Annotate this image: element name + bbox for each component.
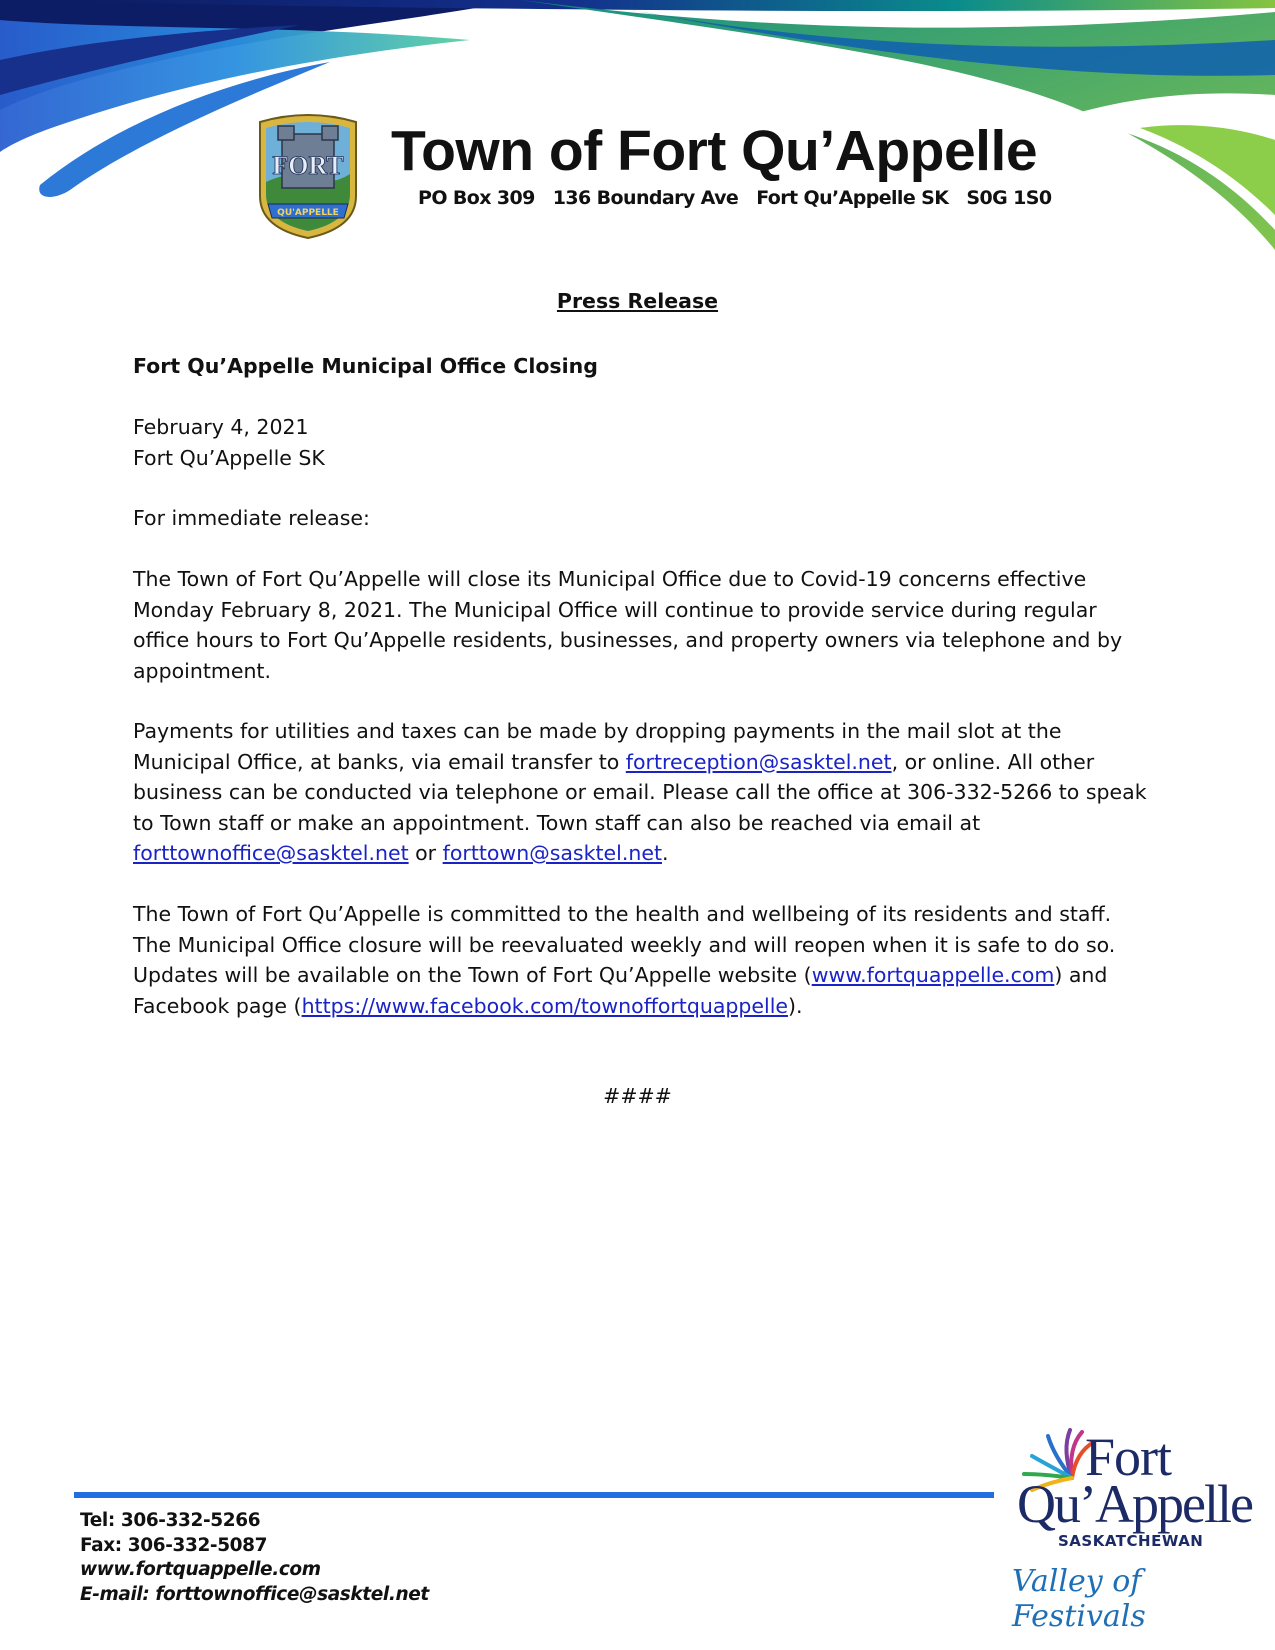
brand-logo-quappelle: Qu’Appelle (1017, 1474, 1252, 1534)
email-link-fortreception[interactable]: fortreception@sasktel.net (625, 749, 892, 774)
seal-fort-text: FORT (272, 151, 344, 180)
paragraph-commitment (133, 899, 1153, 1021)
text: ). (788, 993, 803, 1018)
footer-divider (74, 1492, 994, 1498)
dateline (133, 412, 325, 473)
paragraph-payments (133, 716, 1153, 869)
footer-email: E-mail: forttownoffice@sasktel.net (80, 1583, 429, 1605)
website-link[interactable]: www.fortquappelle.com (811, 963, 1055, 987)
end-mark: #### (603, 1084, 672, 1108)
release-date: February 4, 2021 (133, 415, 309, 439)
paragraph-closure: The Town of Fort Qu’Appelle will close its Municipal Office due to Covid-19 concerns effective Monday February 8, 2021. The Municipal Office will continue to provide service during regular office hours to Fort Qu’Appelle residents, businesses, and property owners via telephone and by appointment. (133, 567, 1123, 683)
text: ) and Facebook page ( (133, 963, 1108, 1018)
footer-contact (80, 1509, 429, 1607)
seal-quappelle-text: QU'APPELLE (277, 208, 339, 218)
town-address: PO Box 309 136 Boundary Ave Fort Qu’Appelle SK S0G 1S0 (418, 187, 1052, 209)
email-link-forttownoffice[interactable]: forttownoffice@sasktel.net (133, 841, 409, 865)
town-seal-logo (252, 112, 364, 240)
footer-tel: Tel: 306-332-5266 (80, 1510, 261, 1531)
footer-website: www.fortquappelle.com (80, 1559, 321, 1580)
release-location: Fort Qu’Appelle SK (133, 445, 325, 470)
brand-logo-fort: Fort (1085, 1427, 1172, 1487)
immediate-release-note: For immediate release: (133, 506, 370, 530)
email-link-forttown[interactable]: forttown@sasktel.net (442, 841, 662, 865)
town-title: Town of Fort Qu’Appelle (391, 119, 1038, 183)
text: , or online. All other business can be conducted via telephone or email. Please call the office at 306-332-5266 to speak to Town staff or make an appointment. Town staff can also be reached via email at (133, 749, 1147, 835)
facebook-link[interactable]: https://www.facebook.com/townoffortquappelle (301, 993, 789, 1018)
brand-logo-tagline: Valley of Festivals (1012, 1564, 1146, 1634)
headline: Fort Qu’Appelle Municipal Office Closing (133, 354, 598, 378)
text: or (408, 841, 443, 865)
footer-fax: Fax: 306-332-5087 (80, 1534, 268, 1556)
text: Payments for utilities and taxes can be made by dropping payments in the mail slot at the Municipal Office, at banks, via email transfer to (133, 719, 1062, 774)
brand-logo-region: SASKATCHEWAN (1058, 1532, 1204, 1550)
text: . (662, 841, 669, 865)
text: The Town of Fort Qu’Appelle is committed to the health and wellbeing of its residents and staff. The Municipal Office closure will be reevaluated weekly and will reopen when it is safe to do so. Updates will be available on the Town of Fort Qu’Appelle website ( (133, 902, 1116, 987)
press-release-label: Press Release (556, 289, 719, 313)
